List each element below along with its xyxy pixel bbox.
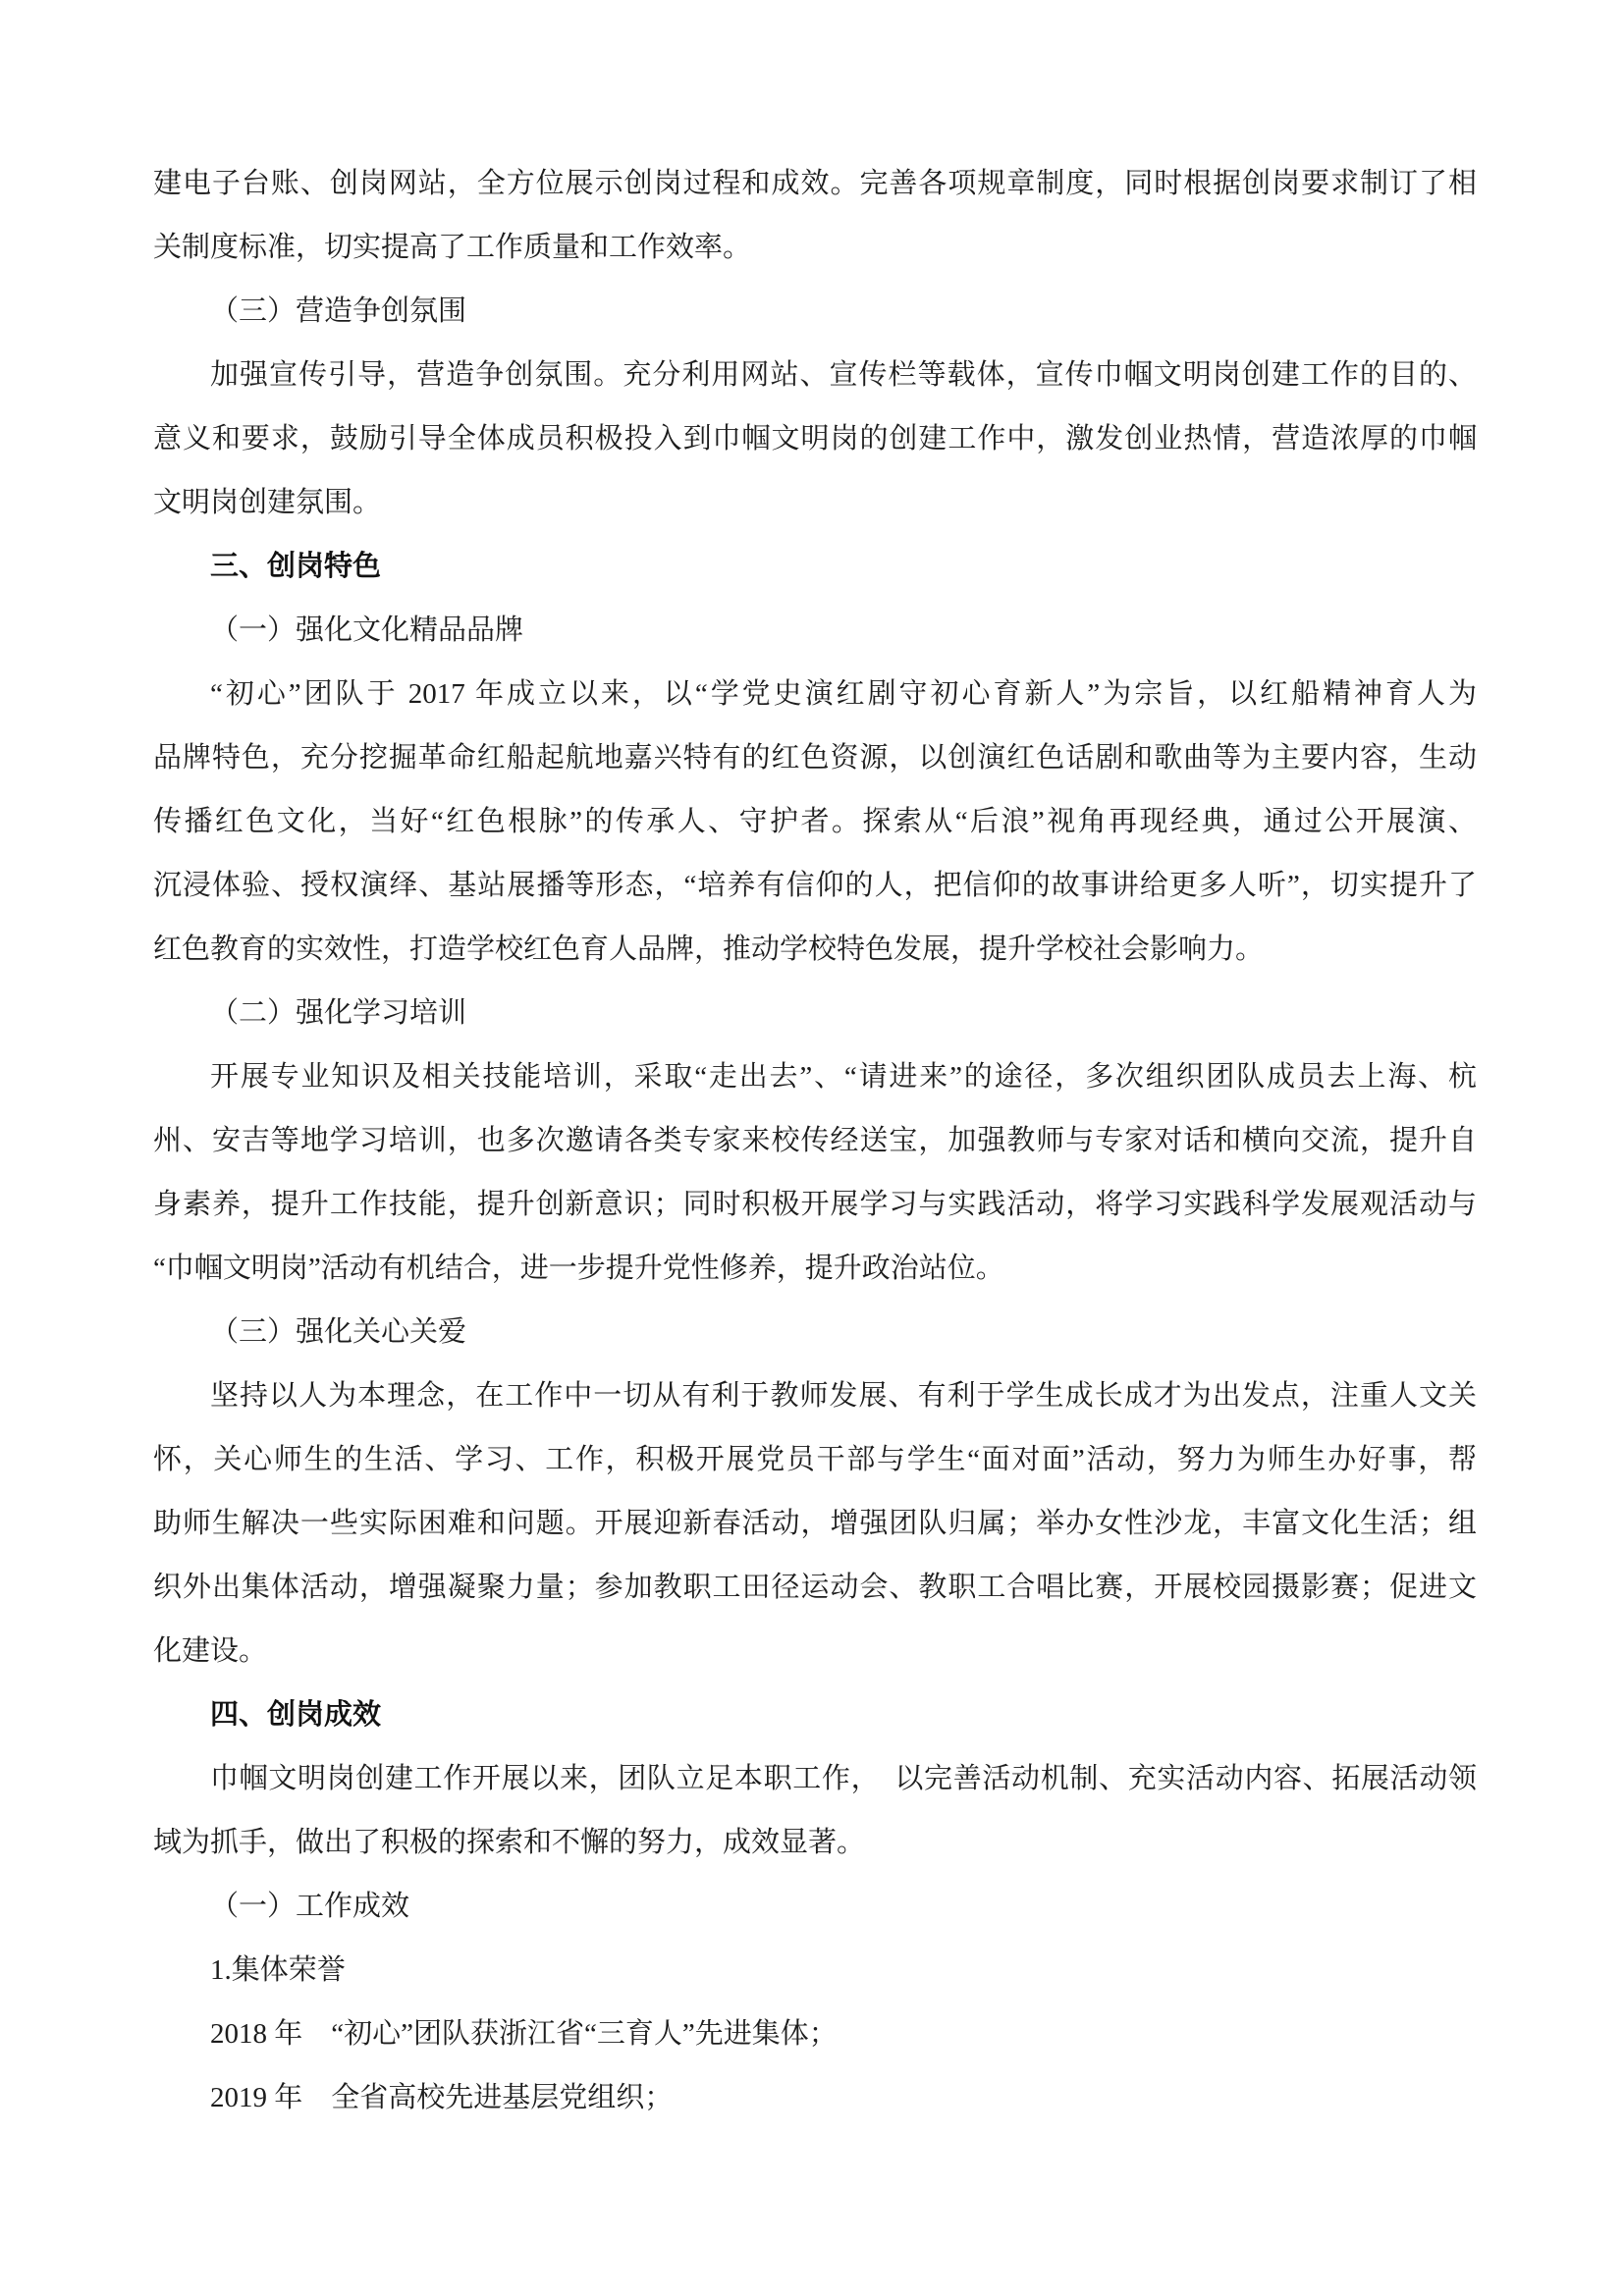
text-line: 怀，关心师生的生活、学习、工作，积极开展党员干部与学生“面对面”活动，努力为师生办好事，帮 xyxy=(153,1444,1477,1475)
text-line: 坚持以人为本理念，在工作中一切从有利于教师发展、有利于学生成长成才为出发点，注重人文关 xyxy=(210,1380,1477,1412)
section-heading: 四、创岗成效 xyxy=(210,1699,382,1731)
text-line: 州、安吉等地学习培训，也多次邀请各类专家来校传经送宝，加强教师与专家对话和横向交流，提升自 xyxy=(153,1125,1477,1156)
subsection-heading: 1.集体荣誉 xyxy=(210,1954,346,1986)
subsection-heading: （二）强化学习培训 xyxy=(210,997,467,1029)
text-line: 化建设。 xyxy=(153,1635,268,1667)
text-line: 品牌特色，充分挖掘革命红船起航地嘉兴特有的红色资源，以创演红色话剧和歌曲等为主要内容，生动 xyxy=(153,742,1477,774)
document-body xyxy=(153,152,1477,2130)
text-line: 加强宣传引导，营造争创氛围。充分利用网站、宣传栏等载体，宣传巾帼文明岗创建工作的目的、 xyxy=(210,359,1477,391)
text-line: 助师生解决一些实际困难和问题。开展迎新春活动，增强团队归属；举办女性沙龙，丰富文化生活；组 xyxy=(153,1508,1477,1539)
text-line: 关制度标准，切实提高了工作质量和工作效率。 xyxy=(153,232,752,263)
section-heading: 三、创岗特色 xyxy=(210,551,382,582)
text-line: 红色教育的实效性，打造学校红色育人品牌，推动学校特色发展，提升学校社会影响力。 xyxy=(153,934,1265,965)
text-line: 身素养，提升工作技能，提升创新意识；同时积极开展学习与实践活动，将学习实践科学发展观活动与 xyxy=(153,1189,1477,1220)
subsection-heading: （三）强化关心关爱 xyxy=(210,1316,467,1348)
text-line: “初心”团队于 2017 年成立以来，以“学党史演红剧守初心育新人”为宗旨，以红船精神育人为 xyxy=(210,678,1477,710)
text-line: 沉浸体验、授权演绎、基站展播等形态，“培养有信仰的人，把信仰的故事讲给更多人听”，切实提升了 xyxy=(153,870,1477,901)
text-line: “巾帼文明岗”活动有机结合，进一步提升党性修养，提升政治站位。 xyxy=(153,1253,1004,1284)
subsection-heading: （一）强化文化精品品牌 xyxy=(210,614,524,646)
text-line: 意义和要求，鼓励引导全体成员积极投入到巾帼文明岗的创建工作中，激发创业热情，营造浓厚的巾帼 xyxy=(153,423,1477,454)
text-line: 织外出集体活动，增强凝聚力量；参加教职工田径运动会、教职工合唱比赛，开展校园摄影赛；促进文 xyxy=(153,1572,1477,1603)
text-line: 传播红色文化，当好“红色根脉”的传承人、守护者。探索从“后浪”视角再现经典，通过公开展演、 xyxy=(153,806,1477,837)
text-line: 2018 年 “初心”团队获浙江省“三育人”先进集体； xyxy=(210,2018,838,2050)
text-line: 开展专业知识及相关技能培训，采取“走出去”、“请进来”的途径，多次组织团队成员去上海、杭 xyxy=(210,1061,1477,1093)
subsection-heading: （一）工作成效 xyxy=(210,1891,410,1922)
text-line: 域为抓手，做出了积极的探索和不懈的努力，成效显著。 xyxy=(153,1827,866,1858)
text-line: 建电子台账、创岗网站，全方位展示创岗过程和成效。完善各项规章制度，同时根据创岗要求制订了相 xyxy=(153,168,1477,199)
subsection-heading: （三）营造争创氛围 xyxy=(210,295,467,327)
text-line: 2019 年 全省高校先进基层党组织； xyxy=(210,2082,674,2113)
text-line: 文明岗创建氛围。 xyxy=(153,487,382,518)
text-line: 巾帼文明岗创建工作开展以来，团队立足本职工作， 以完善活动机制、充实活动内容、拓展活动领 xyxy=(210,1763,1477,1794)
